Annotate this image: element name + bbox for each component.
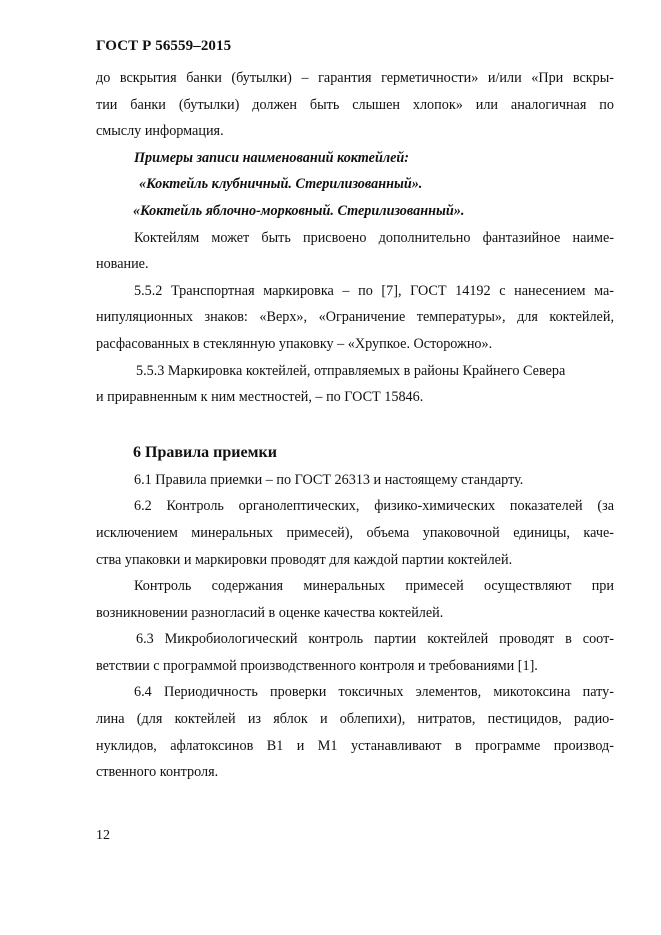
text-line: и приравненным к ним местностей, – по ГОСТ 15846. xyxy=(96,389,424,406)
text-line: нипуляционных знаков: «Верх», «Ограничение температуры», для коктейлей, xyxy=(96,309,614,326)
text-line: тии банки (бутылки) должен быть слышен хлопок» или аналогичная по xyxy=(96,96,614,113)
text-line: нуклидов, афлатоксинов В1 и М1 устанавливают в программе производ- xyxy=(96,737,614,754)
text-line: ства упаковки и маркировки проводят для каждой партии коктейлей. xyxy=(96,551,513,568)
text-line: 5.5.2 Транспортная маркировка – по [7], ГОСТ 14192 с нанесением ма- xyxy=(134,282,614,299)
text-line: 6.2 Контроль органолептических, физико-химических показателей (за xyxy=(134,498,614,515)
text-line: Коктейлям может быть присвоено дополнительно фантазийное наиме- xyxy=(134,229,614,246)
text-line: расфасованных в стеклянную упаковку – «Хрупкое. Осторожно». xyxy=(96,335,493,352)
text-line: ветствии с программой производственного контроля и требованиями [1]. xyxy=(96,657,538,674)
example-line: «Коктейль яблочно-морковный. Стерилизованный». xyxy=(133,202,465,219)
text-line: Контроль содержания минеральных примесей осуществляют при xyxy=(134,578,614,595)
text-line: исключением минеральных примесей), объема упаковочной единицы, каче- xyxy=(96,524,614,541)
examples-title: Примеры записи наименований коктейлей: xyxy=(134,149,410,166)
text-line: лина (для коктейлей из яблок и облепихи), нитратов, пестицидов, радио- xyxy=(96,711,614,728)
text-line: 6.3 Микробиологический контроль партии коктейлей проводят в соот- xyxy=(136,631,614,648)
section-spacer xyxy=(96,411,614,438)
page-body xyxy=(96,65,614,786)
text-line: нование. xyxy=(96,256,149,273)
section-title: 6 Правила приемки xyxy=(133,443,277,461)
document-code-header: ГОСТ Р 56559–2015 xyxy=(96,38,232,54)
page-number: 12 xyxy=(96,828,110,843)
example-line: «Коктейль клубничный. Стерилизованный». xyxy=(139,176,423,193)
text-line: 5.5.3 Маркировка коктейлей, отправляемых в районы Крайнего Севера xyxy=(136,362,566,379)
text-line: возникновении разногласий в оценке качества коктейлей. xyxy=(96,604,444,621)
text-line: до вскрытия банки (бутылки) – гарантия герметичности» и/или «При вскры- xyxy=(96,70,614,86)
text-line: 6.1 Правила приемки – по ГОСТ 26313 и настоящему стандарту. xyxy=(134,471,524,488)
text-line: 6.4 Периодичность проверки токсичных элементов, микотоксина пату- xyxy=(134,684,614,701)
text-line: смыслу информация. xyxy=(96,123,224,140)
text-line: ственного контроля. xyxy=(96,764,219,781)
